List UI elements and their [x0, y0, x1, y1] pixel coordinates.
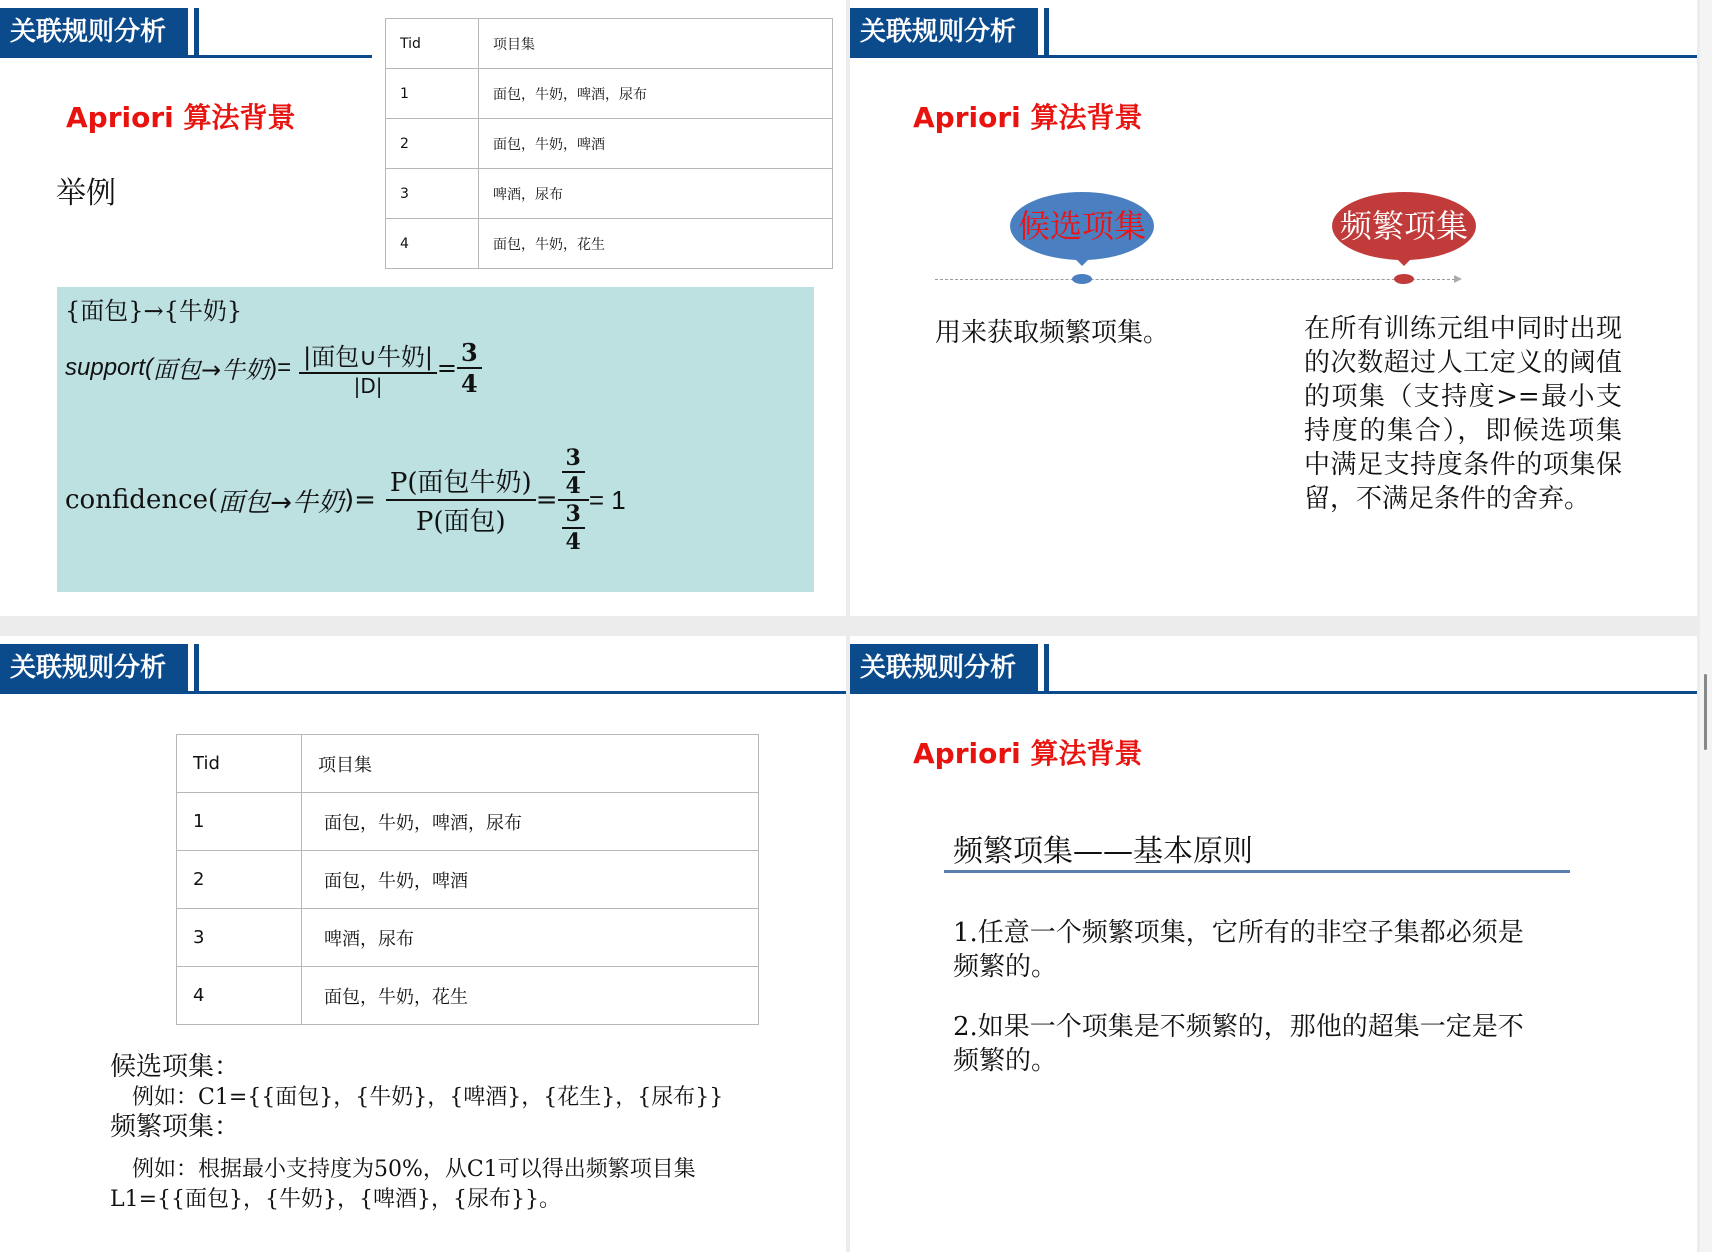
header-accent-bar [1044, 644, 1049, 692]
slide-4 [850, 636, 1697, 1252]
frequent-example-line2: L1={{面包}，{牛奶}，{啤酒}，{尿布}}。 [110, 1187, 562, 1212]
rule-text: {面包}→{牛奶} [65, 297, 243, 325]
header-rule [0, 55, 372, 58]
bubble-frequent-tail [1394, 256, 1414, 266]
table-row: 1 面包，牛奶，啤酒，尿布 [386, 69, 833, 119]
slide-3 [0, 636, 846, 1252]
timeline-dot-candidate [1072, 274, 1092, 284]
slide-subtitle: Apriori 算法背景 [913, 737, 1143, 770]
bubble-candidate: 候选项集 [1010, 192, 1154, 260]
bubble-candidate-tail [1072, 256, 1092, 266]
table-row: 2 面包，牛奶，啤酒 [177, 851, 759, 909]
timeline-dot-frequent [1394, 274, 1414, 284]
table-header-items: 项目集 [479, 19, 833, 69]
vertical-scrollbar[interactable] [1700, 0, 1712, 1252]
candidate-example: 例如：C1={{面包}，{牛奶}，{啤酒}，{花生}，{尿布}} [132, 1085, 724, 1110]
table-header-items: 项目集 [302, 735, 759, 793]
transaction-table [176, 734, 759, 1025]
slide-2 [850, 0, 1697, 616]
scrollbar-thumb[interactable] [1704, 674, 1707, 750]
principle-rule-1: 1.任意一个频繁项集，它所有的非空子集都必须是频繁的。 [953, 918, 1524, 982]
slide-subtitle: Apriori 算法背景 [913, 101, 1143, 134]
header-accent-bar [1044, 8, 1049, 56]
slide-1 [0, 0, 846, 616]
header-rule [850, 55, 1697, 58]
example-label: 举例 [56, 176, 116, 211]
table-row: 1 面包，牛奶，啤酒，尿布 [177, 793, 759, 851]
table-row: 2 面包，牛奶，啤酒 [386, 119, 833, 169]
confidence-formula: confidence( 面包→牛奶 )= $\frac{\text{P(面包牛奶)}}{\text{P(面包)}}$ = $\frac{\frac{3}{4}}{\frac{3}{4}}$ = 1 [65, 445, 626, 555]
candidate-title: 候选项集： [110, 1052, 241, 1082]
table-row: 4 面包，牛奶，花生 [386, 219, 833, 269]
table-row: 4 面包，牛奶，花生 [177, 967, 759, 1025]
table-header-tid: Tid [177, 735, 302, 793]
slide-header: 关联规则分析 [850, 8, 1038, 56]
slide-header: 关联规则分析 [0, 644, 188, 692]
bubble-frequent: 频繁项集 [1332, 192, 1476, 260]
slide-header: 关联规则分析 [850, 644, 1038, 692]
slide-header: 关联规则分析 [0, 8, 188, 56]
slide-subtitle: Apriori 算法背景 [66, 101, 296, 134]
transaction-table [385, 18, 833, 269]
header-accent-bar [194, 8, 199, 56]
support-formula: support( 面包→牛奶 )= $\frac{\text{|面包∪牛奶|}}{|D|}$ = $\frac{3}{4}$ [65, 337, 482, 398]
header-rule [0, 691, 846, 694]
header-accent-bar [194, 644, 199, 692]
frequent-description: 在所有训练元组中同时出现的次数超过人工定义的阈值的项集（支持度>=最小支持度的集合），即候选项集中满足支持度条件的项集保留，不满足条件的舍弃。 [1304, 314, 1622, 514]
table-row: 3 啤酒，尿布 [177, 909, 759, 967]
frequent-example-line1: 例如：根据最小支持度为50%，从C1可以得出频繁项目集 [132, 1157, 696, 1182]
timeline [935, 279, 1455, 280]
formula-box [57, 287, 814, 592]
frequent-title: 频繁项集： [110, 1112, 241, 1142]
candidate-description: 用来获取频繁项集。 [935, 318, 1170, 348]
principle-underline [944, 870, 1570, 873]
table-header-tid: Tid [386, 19, 479, 69]
timeline-arrow [1454, 275, 1462, 283]
table-row: 3 啤酒，尿布 [386, 169, 833, 219]
principle-title: 频繁项集——基本原则 [953, 834, 1253, 869]
header-rule [850, 691, 1697, 694]
principle-rule-2: 2.如果一个项集是不频繁的，那他的超集一定是不频繁的。 [953, 1012, 1524, 1076]
